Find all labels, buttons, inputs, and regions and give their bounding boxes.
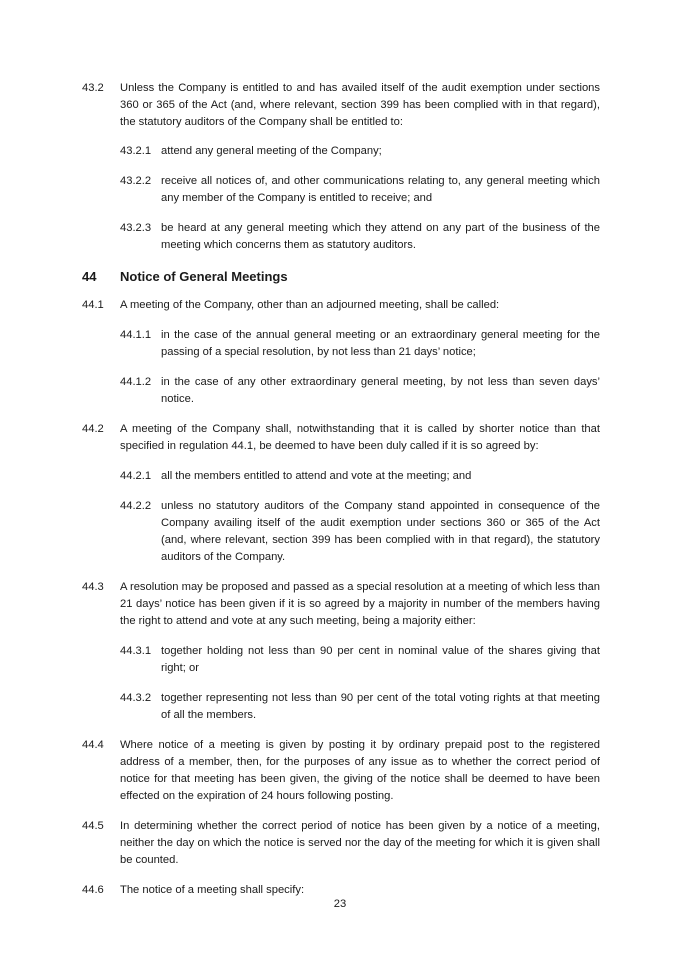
- clause-text: in the case of the annual general meeting or an extraordinary general meeting for the passing of a special resolution, by not less than 21 days’ notice;: [161, 329, 600, 358]
- clause-number: 44.3.2: [120, 692, 152, 704]
- clause-text: A meeting of the Company shall, notwithstanding that it is called by shorter notice than that specified in regulation 44.1, be deemed to have been duly called if it is so agreed by:: [120, 423, 600, 452]
- clause-number: 43.2: [82, 82, 104, 94]
- clause-44-4: [82, 737, 600, 805]
- clause-number: 43.2.1: [120, 145, 152, 157]
- clause-text: in the case of any other extraordinary general meeting, by not less than seven days’ notice.: [161, 376, 600, 405]
- clause-text: The notice of a meeting shall specify:: [120, 884, 305, 896]
- clause-number: 44.4: [82, 739, 104, 751]
- clause-text: attend any general meeting of the Company;: [161, 145, 382, 157]
- clause-43-2-1: [120, 143, 600, 160]
- page-number: 23: [333, 898, 347, 910]
- clause-number: 44.1.2: [120, 376, 152, 388]
- clause-44-1-2: [120, 374, 600, 408]
- clause-44-6: [82, 882, 600, 899]
- clause-44-1: [82, 297, 600, 314]
- section-number: 44: [82, 269, 97, 284]
- clause-43-2-3: [120, 220, 600, 254]
- clause-number: 43.2.3: [120, 222, 152, 234]
- clause-text: A meeting of the Company, other than an adjourned meeting, shall be called:: [120, 299, 500, 311]
- clause-44-3: [82, 579, 600, 630]
- clause-text: Unless the Company is entitled to and has availed itself of the audit exemption under sections 360 or 365 of the Act (and, where relevant, section 399 has been complied with in that regard), the statutory auditors of the Company shall be entitled to:: [120, 82, 600, 128]
- clause-number: 44.1.1: [120, 329, 152, 341]
- clause-44-3-2: [120, 690, 600, 724]
- clause-number: 44.1: [82, 299, 104, 311]
- clause-text: together representing not less than 90 per cent of the total voting rights at that meeting of all the members.: [161, 692, 600, 721]
- document-body: [82, 80, 600, 899]
- clause-text: be heard at any general meeting which they attend on any part of the business of the meeting which concerns them as statutory auditors.: [161, 222, 600, 251]
- clause-number: 44.2.2: [120, 500, 152, 512]
- clause-text: Where notice of a meeting is given by posting it by ordinary prepaid post to the registered address of a member, then, for the purposes of any issue as to whether the correct period of notice for that meeting has been given, the giving of the notice shall be deemed to have been effected on the expiration of 24 hours following posting.: [120, 739, 600, 802]
- clause-text: together holding not less than 90 per cent in nominal value of the shares giving that right; or: [161, 645, 600, 674]
- clause-44-5: [82, 818, 600, 869]
- clause-44-3-1: [120, 643, 600, 677]
- clause-number: 43.2.2: [120, 175, 152, 187]
- clause-text: receive all notices of, and other communications relating to, any general meeting which any member of the Company is entitled to receive; and: [161, 175, 600, 204]
- clause-number: 44.6: [82, 884, 104, 896]
- clause-number: 44.3.1: [120, 645, 152, 657]
- clause-44-2-1: [120, 468, 600, 485]
- section-heading-44: [82, 268, 600, 286]
- clause-number: 44.2.1: [120, 470, 152, 482]
- section-title: Notice of General Meetings: [120, 269, 288, 284]
- clause-43-2: [82, 80, 600, 131]
- clause-text: In determining whether the correct period of notice has been given by a notice of a meeting, neither the day on which the notice is served nor the day of the meeting for which it is given shall be counted.: [120, 820, 600, 866]
- clause-44-1-1: [120, 327, 600, 361]
- clause-number: 44.5: [82, 820, 104, 832]
- clause-44-2: [82, 421, 600, 455]
- clause-text: all the members entitled to attend and vote at the meeting; and: [161, 470, 472, 482]
- clause-43-2-2: [120, 173, 600, 207]
- clause-text: unless no statutory auditors of the Company stand appointed in consequence of the Company availing itself of the audit exemption under sections 360 or 365 of the Act (and, where relevant, section 399 has been complied with in that regard), the statutory auditors of the Company.: [161, 500, 600, 563]
- clause-text: A resolution may be proposed and passed as a special resolution at a meeting of which less than 21 days’ notice has been given if it is so agreed by a majority in number of the members having the right to attend and vote at any such meeting, being a majority either:: [120, 581, 600, 627]
- clause-number: 44.3: [82, 581, 104, 593]
- clause-44-2-2: [120, 498, 600, 566]
- clause-number: 44.2: [82, 423, 104, 435]
